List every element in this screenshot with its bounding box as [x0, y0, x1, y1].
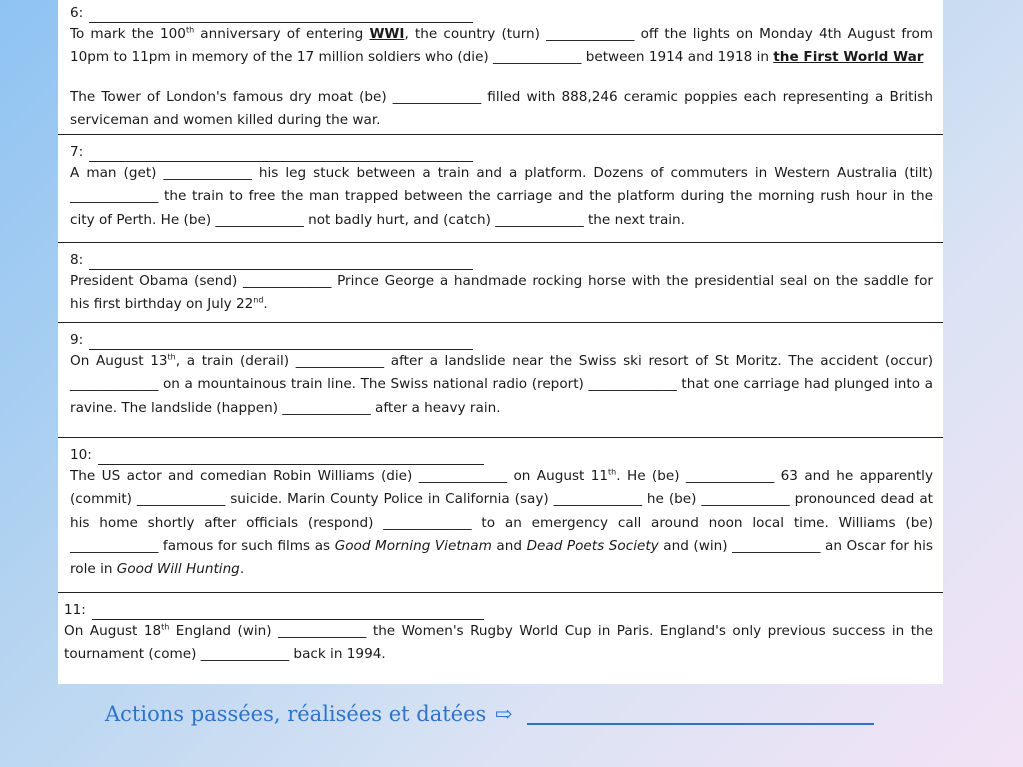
- exercise-text: On August 18th England (win) _____________ the Women's Rugby World Cup in Paris. England's only previous success in the tournament (come) _____________ back in 1994.: [64, 622, 934, 663]
- exercise-number: 9:: [70, 332, 84, 348]
- exercise-number-line: [70, 250, 933, 270]
- exercise-text: On August 13th, a train (derail) _____________ after a landslide near the Swiss ski resort of St Moritz. The accident (occur) _____________ on a mountainous train line. The Swiss national radio (report) _____________ that one carriage had plunged into a ravine. The landslide (happen) _____________ after a heavy rain.: [70, 352, 934, 416]
- exercise-number-line: [70, 142, 933, 162]
- exercise-text: President Obama (send) _____________ Prince George a handmade rocking horse with the presidential seal on the saddle for his first birthday on July 22nd.: [70, 273, 933, 313]
- answer-line[interactable]: [89, 335, 473, 350]
- exercise-9: [58, 322, 943, 420]
- exercise-number: 10:: [70, 447, 92, 463]
- exercise-number-line: [70, 3, 933, 23]
- exercise-number: 6:: [70, 5, 84, 21]
- footer-label: Actions passées, réalisées et datées: [105, 702, 487, 726]
- exercise-number: 7:: [70, 144, 84, 160]
- exercise-7: [58, 134, 943, 232]
- exercise-11: [58, 592, 943, 667]
- answer-line[interactable]: [89, 8, 473, 23]
- answer-line[interactable]: [92, 605, 484, 620]
- footer-prompt: [105, 702, 874, 726]
- answer-line[interactable]: [89, 255, 473, 270]
- exercise-8: [58, 242, 943, 317]
- answer-line[interactable]: [98, 450, 484, 465]
- exercise-number-line: [70, 330, 933, 350]
- exercise-number: 11:: [64, 602, 86, 618]
- exercise-6: [58, 3, 943, 132]
- worksheet: [58, 0, 943, 684]
- exercise-text: A man (get) _____________ his leg stuck between a train and a platform. Dozens of commuters in Western Australia (tilt) _____________ the train to free the man trapped between the carriage and the platform during the morning rush hour in the city of Perth. He (be) _____________ not badly hurt, and (catch) _____________ the next train.: [70, 165, 933, 228]
- exercise-number-line: [70, 445, 933, 465]
- exercise-number-line: [64, 600, 933, 620]
- exercise-number: 8:: [70, 252, 84, 268]
- answer-line[interactable]: [89, 147, 473, 162]
- exercise-10: [58, 437, 943, 581]
- exercise-text: To mark the 100th anniversary of entering WWI, the country (turn) _____________ off the lights on Monday 4th August from 10pm to 11pm in memory of the 17 million soldiers who (die) _____________ between 1914 and 1918 in the First World War: [70, 25, 934, 66]
- exercise-text: The US actor and comedian Robin Williams (die) _____________ on August 11th. He (be) _____________ 63 and he apparently (commit) _____________ suicide. Marin County Police in California (say) _____________ he (be) _____________ pronounced dead at his home shortly after officials (respond) _____________ to an emergency call around noon local time. Williams (be) _____________ famous for such films as Good Morning Vietnam and Dead Poets Society and (win) _____________ an Oscar for his role in Good Will Hunting.: [70, 467, 934, 578]
- exercise-text: The Tower of London's famous dry moat (be) _____________ filled with 888,246 ceramic poppies each representing a British serviceman and women killed during the war.: [70, 88, 933, 128]
- arrow-right-icon: ⇨: [494, 702, 513, 726]
- footer-answer-line[interactable]: [527, 723, 874, 725]
